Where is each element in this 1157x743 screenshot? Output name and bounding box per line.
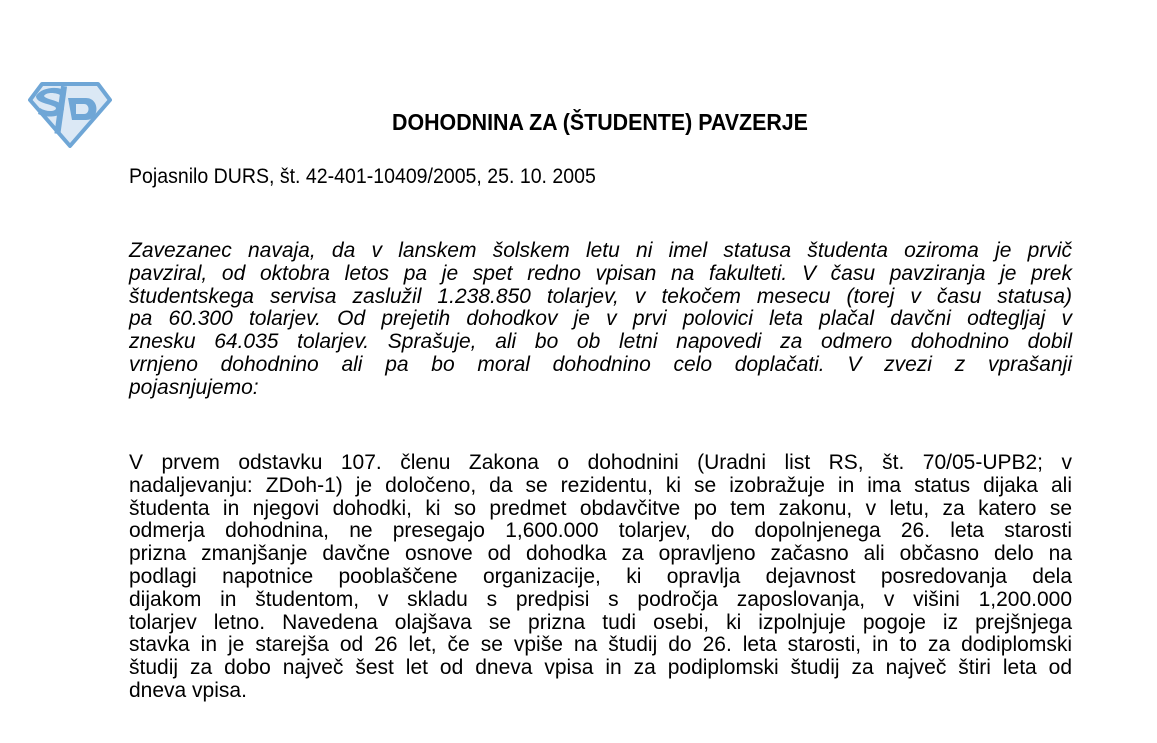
paragraph-line: dijakom in študentom, v skladu s predpisi s področja zaposlovanja, v višini 1,200.000 bbox=[129, 587, 1072, 611]
question-paragraph bbox=[129, 240, 1072, 400]
paragraph-line: stavka in je starejša od 26 let, če se vpiše na študij do 26. leta starosti, in to za dodiplomski bbox=[129, 633, 1072, 657]
paragraph-line: dneva vpisa. bbox=[129, 678, 247, 702]
paragraph-line: študij za dobo največ šest let od dneva vpisa in za podiplomski študij za največ štiri leta od bbox=[129, 656, 1072, 680]
paragraph-line: pojasnjujemo: bbox=[129, 375, 259, 399]
paragraph-line: nadaljevanju: ZDoh-1) je določeno, da se rezidentu, ki se izobražuje in ima status dijaka ali bbox=[129, 473, 1072, 497]
answer-paragraph bbox=[129, 452, 1072, 703]
paragraph-line: študenta in njegovi dohodki, ki so predmet obdavčitve po tem zakonu, v letu, za katero se bbox=[129, 496, 1072, 520]
paragraph-line: pavziral, od oktobra letos pa je spet redno vpisan na fakulteti. V času pavziranja je prek bbox=[129, 261, 1072, 285]
paragraph-line: vrnjeno dohodnino ali pa bo moral dohodnino celo doplačati. V zvezi z vprašanji bbox=[129, 352, 1072, 376]
paragraph-line: študentskega servisa zaslužil 1.238.850 tolarjev, v tekočem mesecu (torej v času statusa) bbox=[129, 284, 1072, 308]
paragraph-line: Zavezanec navaja, da v lanskem šolskem letu ni imel statusa študenta oziroma je prvič bbox=[129, 239, 1072, 262]
document-subtitle: Pojasnilo DURS, št. 42-401-10409/2005, 25. 10. 2005 bbox=[129, 165, 596, 188]
paragraph-line: tolarjev letno. Navedena olajšava se prizna tudi osebi, ki izpolnjuje pogoje iz prejšnjega bbox=[129, 610, 1072, 634]
paragraph-line: V prvem odstavku 107. členu Zakona o dohodnini (Uradni list RS, št. 70/05-UPB2; v bbox=[129, 451, 1072, 474]
paragraph-line: odmerja dohodnina, ne presegajo 1,600.000 tolarjev, do dopolnjenega 26. leta starosti bbox=[129, 519, 1072, 543]
document-title: DOHODNINA ZA (ŠTUDENTE) PAVZERJE bbox=[392, 109, 808, 135]
paragraph-line: pa 60.300 tolarjev. Od prejetih dohodkov je v prvi polovici leta plačal davčni odtegljaj v bbox=[129, 307, 1072, 331]
paragraph-line: podlagi napotnice pooblaščene organizacije, ki opravlja dejavnost posredovanja dela bbox=[129, 564, 1072, 588]
paragraph-line: znesku 64.035 tolarjev. Sprašuje, ali bo ob letni napovedi za odmero dohodnino dobil bbox=[129, 330, 1072, 354]
paragraph-line: prizna zmanjšanje davčne osnove od dohodka za opravljeno začasno ali občasno delo na bbox=[129, 542, 1072, 566]
